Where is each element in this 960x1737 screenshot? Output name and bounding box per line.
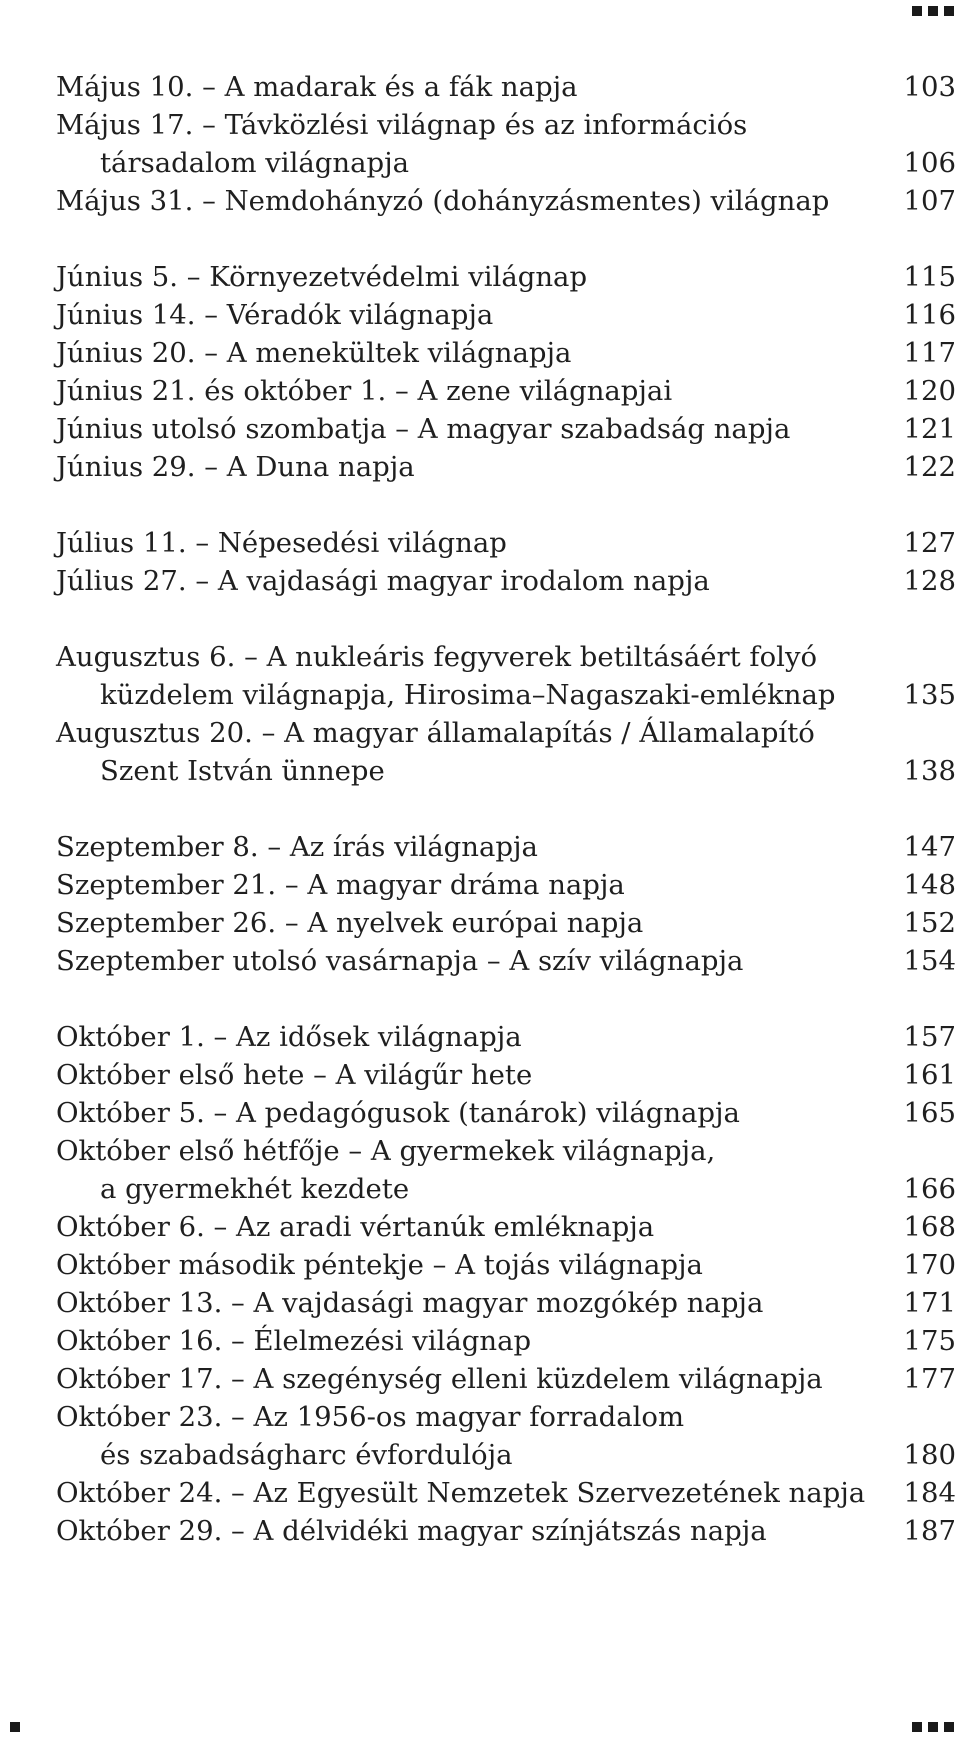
toc-entry-title: Május 10. – A madarak és a fák napja bbox=[56, 71, 578, 103]
toc-page-number: 148 bbox=[903, 869, 956, 901]
toc-entry bbox=[56, 1322, 956, 1360]
toc-entry-title: Július 27. – A vajdasági magyar irodalom napja bbox=[56, 565, 710, 597]
corner-square-icon bbox=[944, 6, 954, 16]
toc-entry bbox=[56, 1360, 956, 1398]
toc-page-number: 117 bbox=[903, 337, 956, 369]
toc-entry-line bbox=[56, 372, 956, 410]
toc-entry-line bbox=[56, 68, 956, 106]
toc-entry-title: Június 5. – Környezetvédelmi világnap bbox=[56, 261, 588, 293]
toc-entry-line bbox=[56, 752, 956, 790]
toc-entry-title: Július 11. – Népesedési világnap bbox=[56, 527, 507, 559]
toc-entry bbox=[56, 410, 956, 448]
toc-entry-title: Szeptember utolsó vasárnapja – A szív világnapja bbox=[56, 945, 744, 977]
toc-month-group bbox=[56, 68, 956, 220]
toc-entry-title: és szabadságharc évfordulója bbox=[100, 1439, 513, 1471]
toc-page-number: 135 bbox=[903, 679, 956, 711]
toc-entry-line bbox=[56, 296, 956, 334]
toc-entry-title: Október első hete – A világűr hete bbox=[56, 1059, 533, 1091]
toc-entry-title: Október 23. – Az 1956-os magyar forradalom bbox=[56, 1401, 685, 1433]
corner-square-icon bbox=[928, 6, 938, 16]
toc-entry-title: Május 17. – Távközlési világnap és az információs bbox=[56, 109, 748, 141]
toc-entry bbox=[56, 334, 956, 372]
toc-entry-line bbox=[56, 1512, 956, 1550]
toc-entry-title: Október 1. – Az idősek világnapja bbox=[56, 1021, 522, 1053]
toc-entry-title: Június 29. – A Duna napja bbox=[56, 451, 415, 483]
toc-entry-line bbox=[56, 562, 956, 600]
toc-entry-title: Október első hétfője – A gyermekek világnapja, bbox=[56, 1135, 716, 1167]
toc-entry-line bbox=[56, 410, 956, 448]
toc-page-number: 171 bbox=[903, 1287, 956, 1319]
toc-entry-line bbox=[56, 1056, 956, 1094]
toc-page-number: 175 bbox=[903, 1325, 956, 1357]
toc-entry-line bbox=[56, 866, 956, 904]
toc-entry-title: Június 20. – A menekültek világnapja bbox=[56, 337, 572, 369]
toc-entry bbox=[56, 448, 956, 486]
toc-entry-title: Október 5. – A pedagógusok (tanárok) világnapja bbox=[56, 1097, 740, 1129]
toc-entry bbox=[56, 1208, 956, 1246]
toc-entry-line bbox=[56, 524, 956, 562]
toc-entry-title: Október 6. – Az aradi vértanúk emléknapja bbox=[56, 1211, 655, 1243]
toc-entry-line bbox=[56, 828, 956, 866]
toc-page-number: 177 bbox=[903, 1363, 956, 1395]
toc-page-number: 165 bbox=[903, 1097, 956, 1129]
toc-entry bbox=[56, 106, 956, 182]
toc-entry-line bbox=[56, 1094, 956, 1132]
toc-entry-line bbox=[56, 182, 956, 220]
toc-entry-title: Június utolsó szombatja – A magyar szabadság napja bbox=[56, 413, 791, 445]
toc-month-group bbox=[56, 828, 956, 980]
toc-month-group bbox=[56, 638, 956, 790]
toc-month-group bbox=[56, 524, 956, 600]
toc-month-group bbox=[56, 1018, 956, 1550]
toc-entry bbox=[56, 1132, 956, 1208]
toc-entry bbox=[56, 714, 956, 790]
toc-entry-line bbox=[56, 904, 956, 942]
toc-entry-line bbox=[56, 1436, 956, 1474]
toc-page-number: 115 bbox=[903, 261, 956, 293]
toc-entry-title: Szent István ünnepe bbox=[100, 755, 385, 787]
toc-entry-line bbox=[56, 1360, 956, 1398]
toc-entry bbox=[56, 1398, 956, 1474]
toc-page-number: 187 bbox=[903, 1515, 956, 1547]
toc-entry-line bbox=[56, 1322, 956, 1360]
toc-entry-line bbox=[56, 106, 956, 144]
toc-page-number: 180 bbox=[903, 1439, 956, 1471]
toc-entry bbox=[56, 1018, 956, 1056]
toc-entry bbox=[56, 1246, 956, 1284]
toc-entry-line bbox=[56, 334, 956, 372]
toc-page-number: 121 bbox=[903, 413, 956, 445]
toc-entry-line bbox=[56, 1246, 956, 1284]
toc-entry bbox=[56, 904, 956, 942]
toc-entry-title: Szeptember 21. – A magyar dráma napja bbox=[56, 869, 625, 901]
toc-entry bbox=[56, 1512, 956, 1550]
toc-page-number: 103 bbox=[903, 71, 956, 103]
toc-page-number: 106 bbox=[903, 147, 956, 179]
toc-entry-line bbox=[56, 1170, 956, 1208]
toc-entry bbox=[56, 372, 956, 410]
corner-square-icon bbox=[912, 1722, 922, 1732]
toc-entry bbox=[56, 1284, 956, 1322]
toc-page-number: 170 bbox=[903, 1249, 956, 1281]
toc-entry bbox=[56, 258, 956, 296]
toc-entry bbox=[56, 638, 956, 714]
corner-square-icon bbox=[944, 1722, 954, 1732]
toc-entry-line bbox=[56, 448, 956, 486]
toc-entry-title: Június 14. – Véradók világnapja bbox=[56, 299, 494, 331]
toc-entry-title: Október 24. – Az Egyesült Nemzetek Szervezetének napja bbox=[56, 1477, 866, 1509]
toc-entry-title: küzdelem világnapja, Hirosima–Nagaszaki-emléknap bbox=[100, 679, 836, 711]
toc-entry bbox=[56, 1056, 956, 1094]
toc-entry-line bbox=[56, 1018, 956, 1056]
toc-page-number: 168 bbox=[903, 1211, 956, 1243]
toc-page-number: 120 bbox=[903, 375, 956, 407]
toc-entry-title: Augusztus 6. – A nukleáris fegyverek betiltásáért folyó bbox=[56, 641, 818, 673]
toc-entry bbox=[56, 524, 956, 562]
toc-entry-line bbox=[56, 1132, 956, 1170]
toc-entry-title: Június 21. és október 1. – A zene világnapjai bbox=[56, 375, 673, 407]
toc-entry bbox=[56, 68, 956, 106]
toc-entry-title: Augusztus 20. – A magyar államalapítás / Államalapító bbox=[56, 717, 815, 749]
toc-entry-line bbox=[56, 1474, 956, 1512]
table-of-contents bbox=[56, 68, 956, 1588]
toc-entry-title: Október 29. – A délvidéki magyar színjátszás napja bbox=[56, 1515, 767, 1547]
toc-entry-line bbox=[56, 144, 956, 182]
toc-entry-line bbox=[56, 714, 956, 752]
toc-entry-line bbox=[56, 942, 956, 980]
toc-entry bbox=[56, 296, 956, 334]
toc-entry-title: a gyermekhét kezdete bbox=[100, 1173, 410, 1205]
toc-entry-line bbox=[56, 1398, 956, 1436]
toc-entry-title: Május 31. – Nemdohányzó (dohányzásmentes) világnap bbox=[56, 185, 830, 217]
toc-entry-title: Szeptember 26. – A nyelvek európai napja bbox=[56, 907, 644, 939]
toc-entry bbox=[56, 562, 956, 600]
toc-entry-title: Október 16. – Élelmezési világnap bbox=[56, 1325, 532, 1357]
toc-page-number: 152 bbox=[903, 907, 956, 939]
toc-page-number: 128 bbox=[903, 565, 956, 597]
toc-entry-title: Október 17. – A szegénység elleni küzdelem világnapja bbox=[56, 1363, 823, 1395]
toc-page-number: 127 bbox=[903, 527, 956, 559]
toc-page-number: 166 bbox=[903, 1173, 956, 1205]
toc-entry bbox=[56, 866, 956, 904]
toc-entry bbox=[56, 1094, 956, 1132]
toc-entry-line bbox=[56, 676, 956, 714]
toc-page-number: 184 bbox=[903, 1477, 956, 1509]
toc-page-number: 147 bbox=[903, 831, 956, 863]
toc-entry-line bbox=[56, 1284, 956, 1322]
toc-entry-line bbox=[56, 258, 956, 296]
toc-page-number: 157 bbox=[903, 1021, 956, 1053]
toc-entry-title: társadalom világnapja bbox=[100, 147, 410, 179]
toc-page-number: 138 bbox=[903, 755, 956, 787]
toc-entry-line bbox=[56, 638, 956, 676]
toc-entry-title: Október 13. – A vajdasági magyar mozgókép napja bbox=[56, 1287, 764, 1319]
toc-entry-line bbox=[56, 1208, 956, 1246]
toc-entry bbox=[56, 942, 956, 980]
toc-page-number: 107 bbox=[903, 185, 956, 217]
toc-entry-title: Szeptember 8. – Az írás világnapja bbox=[56, 831, 538, 863]
toc-page-number: 116 bbox=[903, 299, 956, 331]
toc-entry-title: Október második péntekje – A tojás világnapja bbox=[56, 1249, 703, 1281]
toc-entry bbox=[56, 828, 956, 866]
corner-square-icon bbox=[10, 1722, 20, 1732]
toc-page-number: 154 bbox=[903, 945, 956, 977]
toc-entry bbox=[56, 182, 956, 220]
toc-page-number: 161 bbox=[903, 1059, 956, 1091]
corner-square-icon bbox=[928, 1722, 938, 1732]
toc-entry bbox=[56, 1474, 956, 1512]
toc-month-group bbox=[56, 258, 956, 486]
corner-square-icon bbox=[912, 6, 922, 16]
toc-page-number: 122 bbox=[903, 451, 956, 483]
